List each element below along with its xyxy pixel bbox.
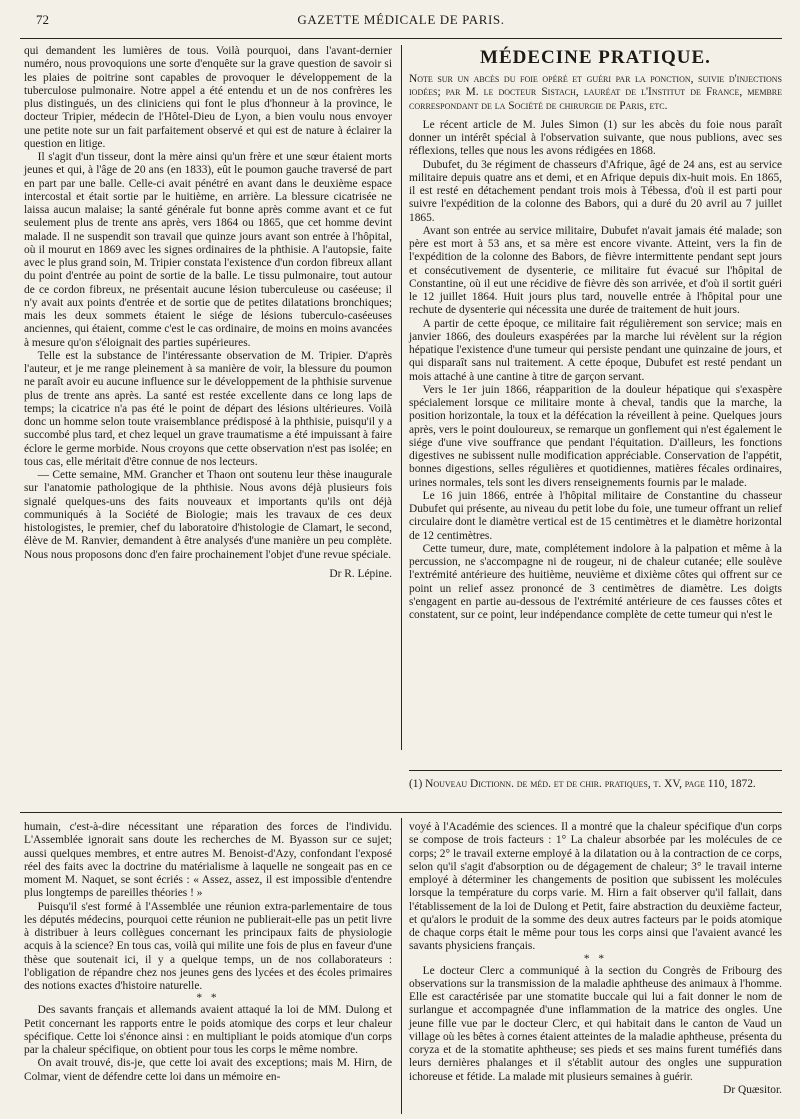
page-number: 72: [36, 12, 49, 27]
article-heading: Note sur un abcès du foie opéré et guéri par la ponction, suivie d'injections iodées; par M. le docteur Sistach, lauréat de l'Institut de France, membre correspondant de la Société de chirurgie de Paris, etc.: [409, 73, 782, 112]
bottom-left-paragraph-3: Des savants français et allemands avaient attaqué la loi de MM. Dulong et Petit concernant les rapports entre le poids atomique des corps et leur chaleur spécifique. Cette loi s'énonce ainsi : en multipliant le poids atomique d'un corps par la chaleur spécifique, on obtient pour tous les corps le même nombre.: [24, 1004, 392, 1056]
header-rule: [20, 38, 782, 39]
section-stars: * *: [196, 992, 220, 1005]
signature-quaesitor: Dr Quæsitor.: [723, 1083, 782, 1096]
bottom-left-paragraph-2: Puisqu'il s'est formé à l'Assemblée une réunion extra-parlementaire de tous les députés médecins, pourquoi cette réunion ne publierait-elle pas un petit livre à distribuer à leurs collègues concernant les principaux faits de physiologie acquis à la science? En tous cas, voilà qui milite une fois de plus en faveur d'une thèse que soutenait ici, il y a quelque temps, un de nos collaborateurs : l'obligation de répandre chez nos jeunes gens des lycées et des écoles primaires des notions exactes d'histoire naturelle.: [24, 900, 392, 992]
footnote-rule: [409, 770, 782, 771]
left-paragraph-4: — Cette semaine, MM. Grancher et Thaon ont soutenu leur thèse inaugurale sur l'anatomie pathologique de la phthisie. Nous avons déjà plusieurs fois signalé quelques-uns des faits nouveaux et importants qu'ils ont déjà communiqués à la Société de Biologie; mais les travaux de ces deux histologistes, le premier, chef du laboratoire d'histologie de Clamart, le second, élève de M. Ranvier, demandent à être analysés d'une manière un peu complète. Nous nous proposons donc d'en faire prochainement l'objet d'une revue spéciale.: [24, 469, 392, 561]
left-column-lower: [24, 821, 392, 1084]
left-column-upper: [24, 45, 392, 581]
left-paragraph-1: qui demandent les lumières de tous. Voilà pourquoi, dans l'avant-dernier numéro, nous provoquions une sorte d'enquête sur la grave question de savoir si les plaies de poitrine sont capables de provoquer le développement de la tuberculose pulmonaire. Notre appel a été entendu et un de nos confrères les plus distingués, un des cliniciens qui font le plus d'honneur à la province, le docteur Tripier, médecin de l'Hôtel-Dieu de Lyon, a bien voulu nous envoyer une petite note sur un fait parfaitement observé et qui est de nature à éclairer la question en litige.: [24, 45, 392, 150]
column-divider-upper: [401, 45, 402, 750]
right-paragraph-5: Vers le 1er juin 1866, réapparition de la douleur hépatique qui s'exaspère spécialement lorsque ce militaire monte à cheval, tandis que la marche, la position horizontale, la toux et la défécation la réveillent à peine. Quelques jours après, vers le point douloureux, se remarque un gonflement qui n'est également le siége d'une vive souffrance que pendant l'équitation. D'ailleurs, les fonctions digestives ne subissent nulle modification appréciable. Conservation de l'appétit, bonnes digestions, selles régulières et quotidiennes, matières fécales ordinaires, urines normales, tels sont les divers renseignements fournis par le malade.: [409, 383, 782, 489]
footnote-text: (1) Nouveau Dictionn. de méd. et de chir. pratiques, t. XV, page 110, 1872.: [409, 778, 756, 790]
page-header: [20, 12, 782, 32]
section-title: MÉDECINE PRATIQUE.: [480, 47, 711, 68]
right-paragraph-4: A partir de cette époque, ce militaire fait régulièrement son service; mais en janvier 1866, des douleurs exaspérées par la marche lui révèlent sur la région hépatique l'existence d'une tumeur qui persiste pendant une quinzaine de jours, et qui disparaît sans nul traitement. A cette époque, Dubufet est resté pendant un mois attaché à une cantine à titre de garçon servant.: [409, 317, 782, 383]
right-paragraph-1: Le récent article de M. Jules Simon (1) sur les abcès du foie nous paraît donner un intérêt spécial à l'observation suivante, que nous publions, avec ses réflexions, telles que nous les avons rédigées en 1868.: [409, 118, 782, 158]
column-divider-lower: [401, 818, 402, 1114]
right-paragraph-3: Avant son entrée au service militaire, Dubufet n'avait jamais été malade; son père est mort à 53 ans, et sa mère est encore vivante. Atteint, vers la fin de l'expédition de la colonne des Babors, de fièvre intermittente pendant sept jours et consécutivement de dysenterie, ce militaire fut évacué sur l'hôpital de Constantine, où il eut une récidive de fièvre dès son arrivée, et d'où il sortit guéri le 12 juillet 1864. Huit jours plus tard, nouvelle entrée à l'hôpital pour une rechute de dysenterie qui nécessita une durée de traitement de huit jours.: [409, 224, 782, 317]
right-column-lower: [409, 821, 782, 1097]
running-head-title: GAZETTE MÉDICALE DE PARIS.: [297, 12, 505, 27]
left-paragraph-3: Telle est la substance de l'intéressante observation de M. Tripier. D'après l'auteur, et je me range pleinement à sa manière de voir, la blessure du poumon ne paraît avoir eu aucune influence sur le développement de la phthisie survenue plus de trente ans après. La santé est restée excellente dans ce long laps de temps; la cicatrice n'a pas été le point de départ des lésions ultérieures. Voilà donc un homme selon toute vraisemblance prédisposé à la phthisie, puisqu'il y a succombé plus tard, et chez lequel un grave traumatisme a été impuissant à faire éclore le germe morbide. Nous croyons que cette observation n'est pas isolée; en tous cas, elle méritait d'être connue de nos lecteurs.: [24, 349, 392, 468]
bottom-right-paragraph-1: voyé à l'Académie des sciences. Il a montré que la chaleur spécifique d'un corps se compose de trois facteurs : 1° La chaleur absorbée par les molécules de ce corps; 2° le travail externe employé à la dilatation ou à la contraction de ce corps, selon qu'il s'agit d'absorption ou de dégagement de chaleur; 3° le travail interne employé à déterminer les changements de position que subissent les molécules lorsque la température du corps varie. M. Hirn a fait observer qu'il fallait, dans l'établissement de la loi de Dulong et Petit, faire abstraction du deuxième facteur, et qu'alors le produit de la somme des deux autres facteurs par le poids atomique de chaque corps était le même pour tous les corps ainsi que l'avaient avancé les savants physiciens français.: [409, 821, 782, 953]
footnote: [409, 778, 782, 791]
bottom-left-paragraph-1: humain, c'est-à-dire nécessitant une réparation des forces de l'individu. L'Assemblée ignorait sans doute les recherches de M. Byasson sur ce sujet; aussi quelques membres, et entre autres M. Benoist-d'Azy, confondant l'exposé réel des faits avec la doctrine du matérialisme à laquelle ne songeait pas en ce moment M. Naquet, se sont écriés : « Assez, assez, il est impossible d'entendre plus longtemps de pareilles théories ! »: [24, 821, 392, 900]
bottom-right-paragraph-2: Le docteur Clerc a communiqué à la section du Congrès de Fribourg des observations sur la transmission de la maladie aphtheuse des animaux à l'homme. Elle est caractérisée par une stomatite buccale qui lui a fait donner le nom de surlangue et accompagnée d'une inflammation de la matrice des ongles. Une jeune fille vue par le docteur Clerc, et qui habitait dans le canton de Vaud un village où les bêtes à cornes étaient atteintes de la maladie aphtheuse, présenta du coryza et de la stomatite aphtheuse; ses pieds et ses mains furent tuméfiés dans leurs dernières phalanges et il s'établit autour des ongles une suppuration ichoreuse et fétide. La malade mit plusieurs semaines à guérir.: [409, 964, 782, 1083]
bottom-left-paragraph-4: On avait trouvé, dis-je, que cette loi avait des exceptions; mais M. Hirn, de Colmar, vient de défendre cette loi dans un mémoire en-: [24, 1057, 392, 1083]
left-paragraph-2: Il s'agit d'un tisseur, dont la mère ainsi qu'un frère et une sœur étaient morts jeunes et qui, à l'âge de 20 ans (en 1833), eût le poumon gauche traversé de part en part par une balle. Celle-ci avait pénétré en avant dans le deuxième espace intercostal et était sortie par le huitième, en arrière. La blessure cicatrisée ne laissa aucun malaise; la santé générale fut bonne après comme avant et ce fut seulement plus de trente ans après, vers 1864 ou 1865, que cet homme devint malade. Il ne suspendit son travail que quinze jours avant son entrée à l'hôpital, où il mourut en 1869 avec les signes ordinaires de la phthisie. A l'autopsie, faite avec le plus grand soin, M. Tripier constata l'existence d'un cordon fibreux allant du point d'entrée au point de sortie de la balle. Le tissu pulmonaire, tout autour de ce cordon fibreux, ne présentait aucune lésion tuberculeuse ou caséeuse; il n'y avait aux points d'entrée et de sortie que de petites dilatations bronchiques; mais les deux sommets étaient le siége de lésions tuberculo-caséeuses anciennes, qui étaient, comme c'est le cas ordinaire, de moins en moins avancées à mesure qu'on s'éloignait des parties supérieures.: [24, 151, 392, 349]
right-paragraph-2: Dubufet, du 3e régiment de chasseurs d'Afrique, âgé de 24 ans, est au service militaire depuis quatre ans et demi, et en Afrique depuis dix-huit mois. En 1865, il est resté en détachement pendant trois mois à Tébessa, d'où il est parti pour suivre l'expédition de la colonne des Babors, qui a duré du 20 avril au 7 juillet 1865.: [409, 158, 782, 224]
right-paragraph-6: Le 16 juin 1866, entrée à l'hôpital militaire de Constantine du chasseur Dubufet qui présente, au niveau du petit lobe du foie, une tumeur offrant un relief circulaire dont le diamètre vertical est de 15 centimètres et le diamètre horizontal de 12 centimètres.: [409, 489, 782, 542]
section-rule: [20, 812, 782, 813]
right-paragraph-7: Cette tumeur, dure, mate, complétement indolore à la palpation et même à la percussion, ne s'accompagne ni de rougeur, ni de chaleur cutanée; elle soulève l'extrémité antérieure des huitième, neuvième et dixième côtes qui offrent sur ce point un relief assez prononcé de 3 centimètres de diamètre. Les doigts s'engagent en partie au-dessous de l'extrémité antérieure de ces fausses côtes et constatent, sur ce point, leur indépendance complète de cette tumeur qui n'est le: [409, 542, 782, 621]
signature-lepine: Dr R. Lépine.: [329, 567, 392, 580]
section-stars: * *: [583, 952, 608, 965]
right-column-upper: [409, 45, 782, 622]
